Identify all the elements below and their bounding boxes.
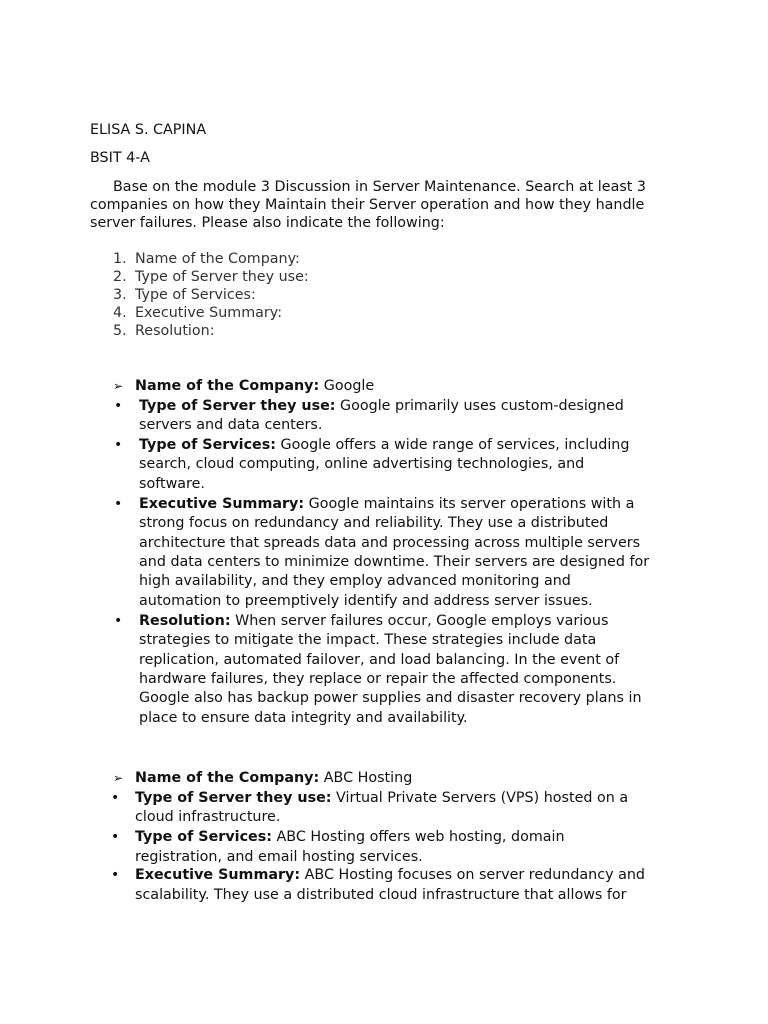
field-value: and data centers to minimize downtime. Their servers are designed for (139, 554, 650, 570)
field-value: Google (319, 378, 375, 394)
field-label: Executive Summary: (139, 496, 305, 512)
server-type-line (135, 789, 628, 809)
field-value: search, cloud computing, online advertising technologies, and (139, 456, 585, 472)
field-value: ABC Hosting focuses on server redundancy and (300, 867, 646, 883)
field-value: Google maintains its server operations with a (304, 496, 635, 512)
field-value: architecture that spreads data and processing across multiple servers (139, 535, 641, 551)
list-number: 4. (113, 305, 127, 321)
list-item: Name of the Company: (135, 251, 300, 267)
services-line (139, 436, 629, 456)
field-label: Type of Server they use: (139, 398, 336, 414)
services-line (135, 828, 565, 848)
field-label: Resolution: (139, 613, 231, 629)
arrow-bullet-icon: ➢ (113, 379, 124, 393)
field-label: Name of the Company: (135, 378, 320, 394)
summary-line (139, 495, 634, 515)
list-number: 1. (113, 251, 127, 267)
field-value: strong focus on redundancy and reliability. They use a distributed (139, 515, 609, 531)
field-value: Google also has backup power supplies and disaster recovery plans in (139, 690, 642, 706)
bullet-icon: • (114, 398, 123, 414)
list-item: Type of Services: (135, 287, 256, 303)
list-number: 2. (113, 269, 127, 285)
field-label: Type of Server they use: (135, 790, 332, 806)
prompt-line: Base on the module 3 Discussion in Server Maintenance. Search at least 3 (113, 179, 647, 195)
prompt-line: server failures. Please also indicate the following: (90, 215, 445, 231)
bullet-icon: • (114, 613, 123, 629)
field-value: high availability, and they employ advanced monitoring and (139, 573, 571, 589)
company-name-line (135, 769, 412, 789)
field-value: hardware failures, they replace or repair the affected components. (139, 671, 617, 687)
list-number: 3. (113, 287, 127, 303)
field-value: Virtual Private Servers (VPS) hosted on a (331, 790, 629, 806)
field-value: scalability. They use a distributed cloud infrastructure that allows for (135, 887, 627, 903)
field-value: cloud infrastructure. (135, 809, 281, 825)
bullet-icon: • (111, 829, 120, 845)
field-label: Executive Summary: (135, 867, 301, 883)
field-label: Type of Services: (139, 437, 276, 453)
prompt-line: companies on how they Maintain their Server operation and how they handle (90, 197, 645, 213)
resolution-line (139, 612, 608, 632)
list-number: 5. (113, 323, 127, 339)
field-value: place to ensure data integrity and availability. (139, 710, 468, 726)
field-value: Google primarily uses custom-designed (335, 398, 624, 414)
field-value: strategies to mitigate the impact. These strategies include data (139, 632, 597, 648)
field-value: Google offers a wide range of services, including (275, 437, 630, 453)
field-value: software. (139, 476, 205, 492)
field-value: registration, and email hosting services. (135, 849, 423, 865)
list-item: Resolution: (135, 323, 215, 339)
field-value: servers and data centers. (139, 417, 323, 433)
field-label: Name of the Company: (135, 770, 320, 786)
bullet-icon: • (111, 790, 120, 806)
field-value: ABC Hosting (319, 770, 413, 786)
student-name: ELISA S. CAPINA (90, 122, 207, 138)
arrow-bullet-icon: ➢ (113, 771, 124, 785)
bullet-icon: • (114, 496, 123, 512)
field-value: ABC Hosting offers web hosting, domain (271, 829, 565, 845)
list-item: Type of Server they use: (135, 269, 309, 285)
field-label: Type of Services: (135, 829, 272, 845)
field-value: replication, automated failover, and load balancing. In the event of (139, 652, 620, 668)
company-name-line (135, 377, 374, 397)
field-value: When server failures occur, Google employs various (230, 613, 609, 629)
server-type-line (139, 397, 624, 417)
list-item: Executive Summary: (135, 305, 283, 321)
bullet-icon: • (114, 437, 123, 453)
summary-line (135, 866, 645, 886)
field-value: automation to preemptively identify and address server issues. (139, 593, 593, 609)
bullet-icon: • (111, 867, 120, 883)
student-section: BSIT 4-A (90, 150, 150, 166)
